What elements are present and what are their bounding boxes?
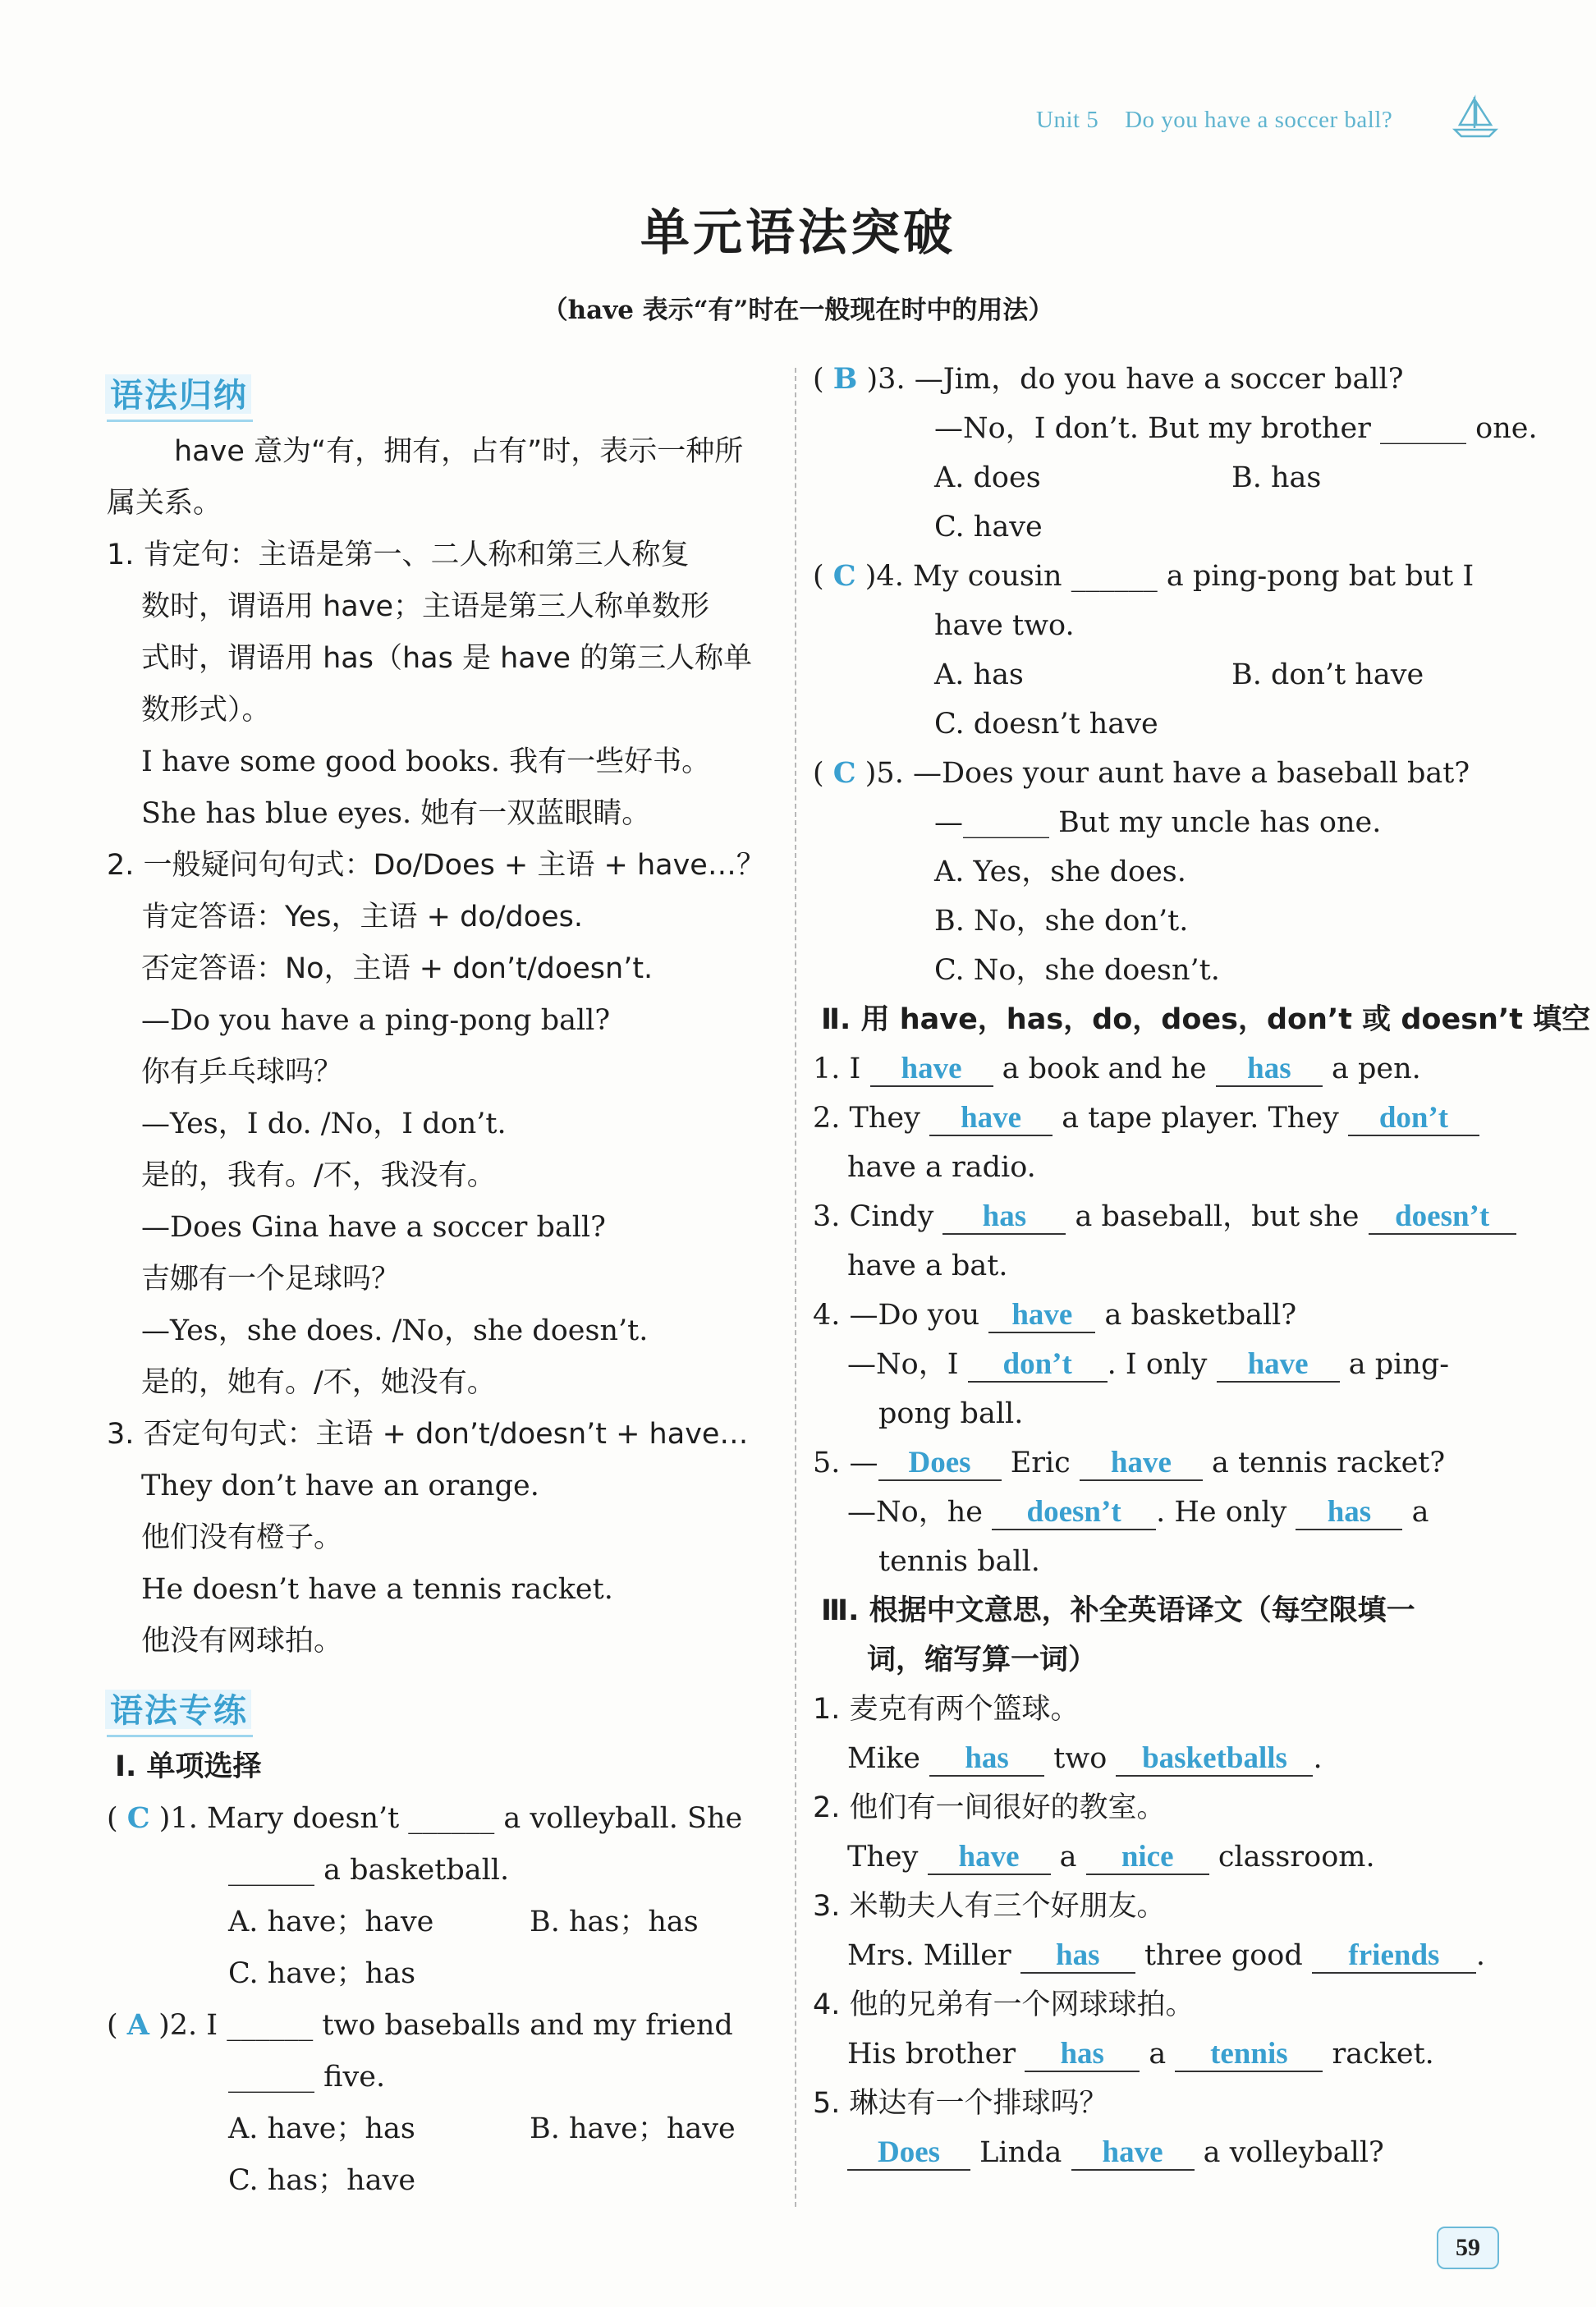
- rule-line: 3. 否定句句式：主语 + don’t/doesn’t + have…: [107, 1418, 749, 1451]
- option: B. don’t have: [1231, 658, 1424, 691]
- translation-answer: Mrs. Miller has three good friends .: [847, 1938, 1486, 1972]
- answer-blank: has: [929, 1742, 1044, 1777]
- rule-line: 1. 肯定句：主语是第一、二人称和第三人称复: [107, 539, 690, 571]
- example-line: 吉娜有一个足球吗？: [141, 1263, 401, 1296]
- question-1-cont: ______ a basketball.: [228, 1854, 510, 1887]
- answer-blank: have: [988, 1299, 1095, 1333]
- example-line: They don’t have an orange.: [141, 1470, 539, 1502]
- intro-line: 属关系。: [107, 487, 222, 520]
- option: A. has: [934, 658, 1024, 691]
- translation-prompt: 5. 琳达有一个排球吗？: [813, 2087, 1108, 2120]
- answer-blank: doesn’t: [1369, 1200, 1516, 1235]
- rule-line: 数时，谓语用 have；主语是第三人称单数形: [141, 590, 710, 623]
- example-line: She has blue eyes. 她有一双蓝眼睛。: [141, 797, 651, 830]
- fill-sentence-1: 1. I have a book and he has a pen.: [813, 1052, 1421, 1085]
- intro-line: have 意为“有，拥有，占有”时，表示一种所: [174, 435, 744, 468]
- option: C. doesn’t have: [934, 708, 1158, 741]
- example-line: —Does Gina have a soccer ball?: [141, 1211, 606, 1244]
- answer-blank: have: [928, 1841, 1051, 1875]
- fill-sentence-5-reply: —No，he doesn’t . He only has a: [847, 1495, 1429, 1529]
- question-2: ( A )2. I ______ two baseballs and my friend: [107, 2008, 733, 2042]
- translation-answer: They have a nice classroom.: [847, 1840, 1375, 1874]
- part3-title: Ⅲ. 根据中文意思，补全英语译文（每空限填一: [821, 1594, 1415, 1627]
- answer-mark: C: [126, 1801, 150, 1835]
- answer-blank: have: [1080, 1447, 1203, 1481]
- option: B. has；has: [530, 1906, 699, 1938]
- option: B. No，she don’t.: [934, 905, 1189, 938]
- fill-sentence-3: 3. Cindy has a baseball，but she doesn’t: [813, 1199, 1516, 1235]
- fill-sentence-5-cont: tennis ball.: [878, 1545, 1040, 1578]
- running-header: [1036, 107, 1412, 134]
- answer-blank: has: [1296, 1496, 1402, 1530]
- example-line: 你有乒乓球吗？: [141, 1056, 343, 1089]
- answer-mark: C: [832, 559, 856, 593]
- fill-sentence-2: 2. They have a tape player. They don’t: [813, 1100, 1479, 1136]
- answer-blank: don’t: [968, 1348, 1108, 1383]
- column-divider: [795, 368, 796, 2207]
- unit-title: Do you have a soccer ball?: [1125, 107, 1393, 133]
- option: C. have: [934, 511, 1043, 543]
- example-line: —Yes，I do. /No，I don’t.: [141, 1108, 507, 1140]
- example-line: I have some good books. 我有一些好书。: [141, 745, 711, 778]
- question-3-cont: —No，I don’t. But my brother ______ one.: [934, 412, 1538, 445]
- translation-answer: Mike has two basketballs .: [847, 1741, 1323, 1775]
- answer-blank: nice: [1086, 1841, 1209, 1875]
- example-line: 他没有网球拍。: [141, 1625, 343, 1658]
- part2-title: Ⅱ. 用 have，has，do，does，don’t 或 doesn’t 填空: [821, 1003, 1591, 1036]
- answer-blank: have: [929, 1102, 1053, 1136]
- answer-blank: tennis: [1175, 2038, 1323, 2072]
- example-line: 他们没有橙子。: [141, 1521, 343, 1554]
- option: A. does: [934, 461, 1041, 494]
- example-line: —Do you have a ping-pong ball?: [141, 1004, 611, 1037]
- option: C. No，she doesn’t.: [934, 954, 1220, 987]
- page-subtitle: （have 表示“有”时在一般现在时中的用法）: [542, 296, 1054, 325]
- answer-blank: has: [1216, 1053, 1323, 1087]
- rule-line: 2. 一般疑问句句式：Do/Does + 主语 + have…？: [107, 849, 765, 882]
- answer-mark: B: [832, 362, 858, 396]
- answer-blank: Does: [847, 2136, 970, 2171]
- translation-prompt: 2. 他们有一间很好的教室。: [813, 1791, 1166, 1824]
- question-5: ( C )5. —Does your aunt have a baseball bat?: [813, 756, 1470, 790]
- fill-sentence-4: 4. —Do you have a basketball?: [813, 1298, 1297, 1332]
- fill-sentence-5: 5. — Does Eric have a tennis racket?: [813, 1446, 1446, 1479]
- translation-answer: Does Linda have a volleyball?: [847, 2135, 1384, 2171]
- question-2-cont: ______ five.: [228, 2061, 386, 2094]
- question-4: ( C )4. My cousin ______ a ping-pong bat but I: [813, 559, 1474, 593]
- part3-title-cont: 词，缩写算一词）: [867, 1644, 1098, 1676]
- answer-blank: has: [1020, 1939, 1135, 1974]
- option: B. has: [1231, 461, 1322, 494]
- rule-line: 肯定答语：Yes，主语 + do/does.: [141, 901, 584, 933]
- option: A. Yes，she does.: [934, 855, 1186, 888]
- answer-blank: Does: [878, 1447, 1002, 1481]
- rule-line: 数形式）。: [141, 694, 271, 727]
- sailboat-icon: [1452, 92, 1499, 140]
- answer-blank: have: [1217, 1348, 1340, 1383]
- answer-blank: have: [1071, 2136, 1195, 2171]
- page-number: 59: [1437, 2227, 1499, 2269]
- question-3: ( B )3. —Jim，do you have a soccer ball?: [813, 362, 1404, 396]
- answer-blank: has: [1025, 2038, 1140, 2072]
- fill-sentence-2-cont: have a radio.: [847, 1151, 1036, 1184]
- grammar-practice-heading: 语法专练: [107, 1685, 253, 1737]
- translation-prompt: 4. 他的兄弟有一个网球球拍。: [813, 1988, 1195, 2021]
- rule-line: 否定答语：No，主语 + don’t/doesn’t.: [141, 952, 654, 985]
- answer-mark: C: [832, 756, 856, 790]
- option: A. have；have: [228, 1906, 434, 1938]
- grammar-summary-heading: 语法归纳: [107, 369, 253, 422]
- answer-blank: don’t: [1348, 1102, 1479, 1136]
- unit-label: Unit 5: [1036, 107, 1099, 133]
- answer-blank: have: [870, 1053, 993, 1087]
- answer-blank: has: [942, 1200, 1066, 1235]
- page-title: 单元语法突破: [640, 204, 956, 262]
- question-4-cont: have two.: [934, 609, 1075, 642]
- translation-prompt: 1. 麦克有两个篮球。: [813, 1693, 1080, 1726]
- part1-title: Ⅰ. 单项选择: [115, 1750, 262, 1783]
- option: C. have；has: [228, 1957, 416, 1990]
- option: A. have；has: [228, 2112, 415, 2145]
- option: B. have；have: [530, 2112, 736, 2145]
- answer-blank: doesn’t: [992, 1496, 1156, 1530]
- question-5-cont: —______ But my uncle has one.: [934, 806, 1382, 839]
- fill-sentence-4-cont: pong ball.: [878, 1397, 1024, 1430]
- fill-sentence-3-cont: have a bat.: [847, 1250, 1008, 1282]
- answer-mark: A: [126, 2008, 149, 2042]
- question-1: ( C )1. Mary doesn’t ______ a volleyball. She: [107, 1801, 743, 1835]
- answer-blank: friends: [1312, 1939, 1476, 1974]
- answer-blank: basketballs: [1116, 1742, 1313, 1777]
- example-line: 是的，她有。/不，她没有。: [141, 1366, 496, 1399]
- example-line: —Yes，she does. /No，she doesn’t.: [141, 1314, 649, 1347]
- translation-prompt: 3. 米勒夫人有三个好朋友。: [813, 1890, 1166, 1923]
- example-line: 是的，我有。/不，我没有。: [141, 1159, 496, 1192]
- example-line: He doesn’t have a tennis racket.: [141, 1573, 613, 1606]
- option: C. has；have: [228, 2164, 416, 2197]
- translation-answer: His brother has a tennis racket.: [847, 2037, 1434, 2071]
- rule-line: 式时，谓语用 has（has 是 have 的第三人称单: [141, 642, 753, 675]
- fill-sentence-4-reply: —No，I don’t . I only have a ping-: [847, 1347, 1450, 1381]
